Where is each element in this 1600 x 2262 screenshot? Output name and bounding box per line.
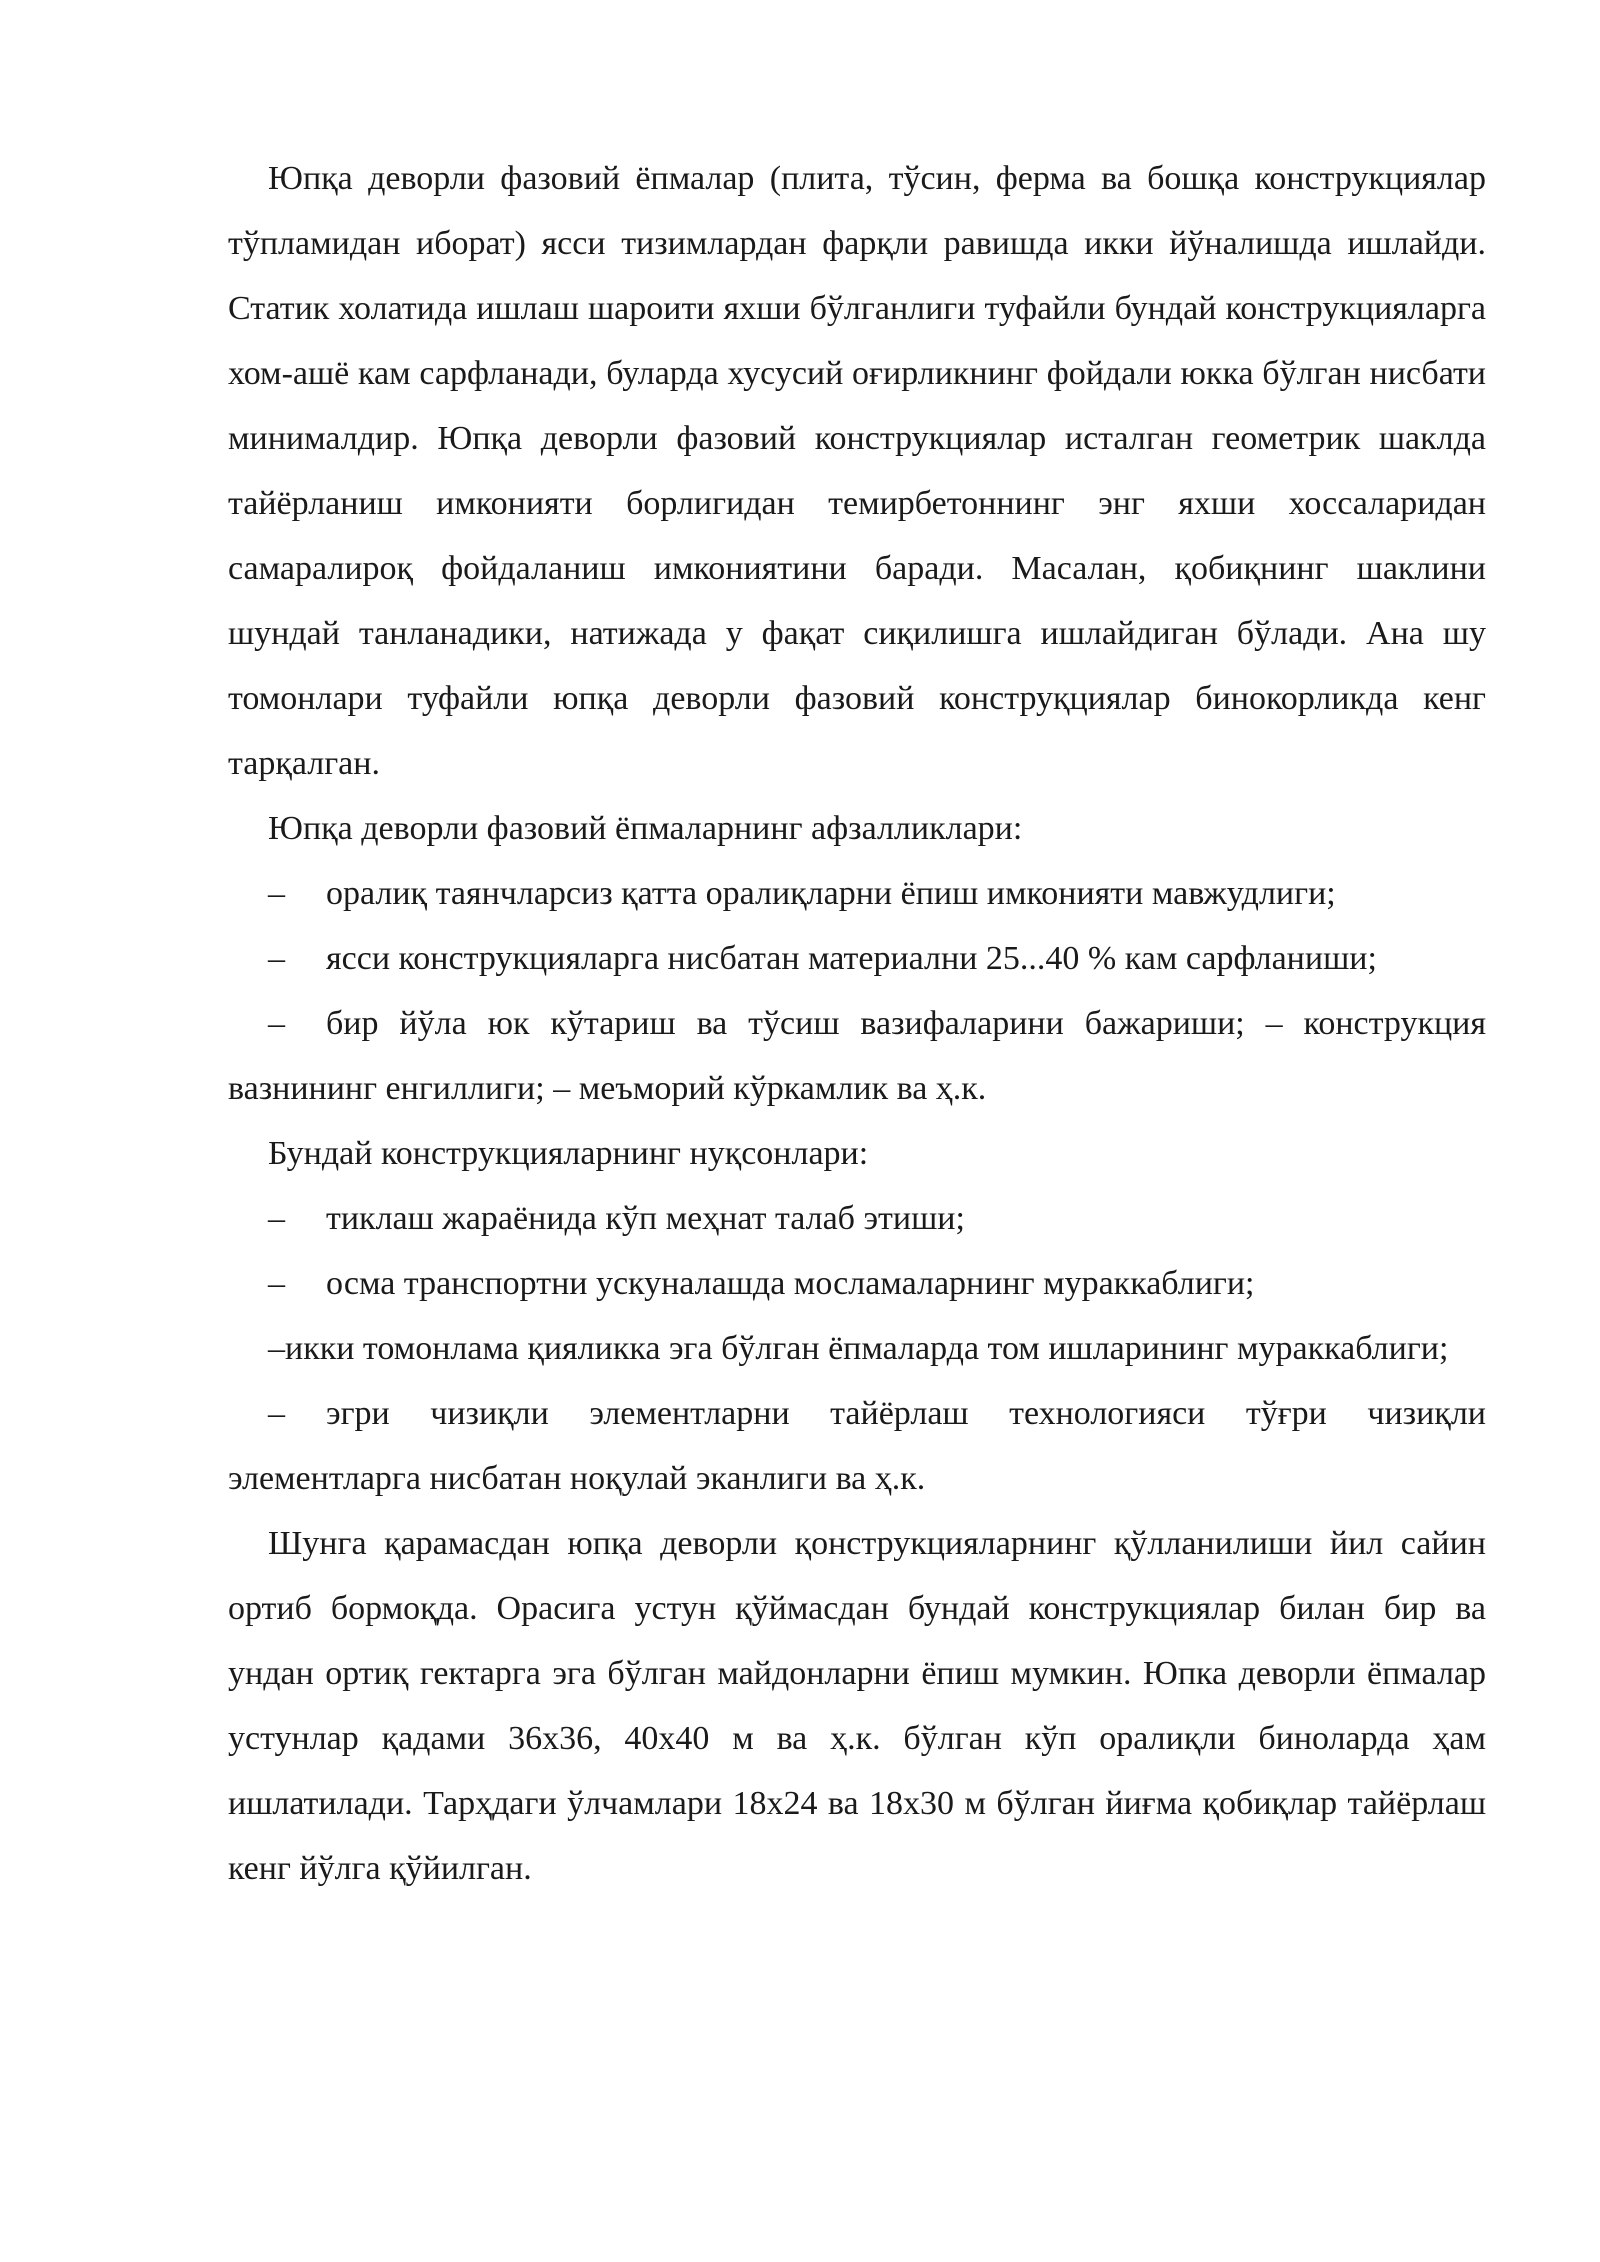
bullet-dash: – (268, 1395, 285, 1432)
paragraph-conclusion: Шунга қарамасдан юпқа деворли қонструкцияларнинг қўлланилиши йил сайин ортиб бормоқда. Орасига устун қўймасдан бундай конструкциялар билан бир ва ундан ортиқ гектарга эга бўлган майдонларни ёпиш мумкин. Юпка деворли ёпмалар устунлар қадами 36х36, 40х40 м ва ҳ.к. бўлган кўп оралиқли биноларда ҳам ишлатилади. Тарҳдаги ўлчамлари 18х24 ва 18х30 м бўлган йиғма қобиқлар тайёрлаш кенг йўлга қўйилган. (228, 1525, 1486, 1887)
paragraph-advantages-heading: Юпқа деворли фазовий ёпмаларнинг афзалликлари: (268, 810, 1023, 847)
list-item-text: осма транспортни ускуналашда мосламаларнинг мураккаблиги; (326, 1265, 1255, 1302)
list-item-text: тиклаш жараёнида кўп меҳнат талаб этиши; (326, 1200, 965, 1237)
paragraph-intro: Юпқа деворли фазовий ёпмалар (плита, тўсин, ферма ва бошқа конструкциялар тўпламидан иборат) ясси тизимлардан фарқли равишда икки йўналишда ишлайди. Статик холатида ишлаш шароити яхши бўлганлиги туфайли бундай конструкцияларга хом-ашё кам сарфланади, буларда хусусий оғирликнинг фойдали юкка бўлган нисбати минималдир. Юпқа деворли фазовий конструкциялар исталган геометрик шаклда тайёрланиш имконияти борлигидан темирбетоннинг энг яхши хоссаларидан самаралироқ фойдаланиш имкониятини баради. Масалан, қобиқнинг шаклини шундай танланадики, натижада у фақат сиқилишга ишлайдиган бўлади. Ана шу томонлари туфайли юпқа деворли фазовий конструқциялар бинокорликда кенг тарқалган. (228, 160, 1486, 782)
list-item-text: ясси конструкцияларга нисбатан материални 25...40 % кам сарфланиши; (326, 940, 1377, 977)
bullet-dash: – (268, 1265, 285, 1302)
paragraph-disadvantages-heading: Бундай конструкцияларнинг нуқсонлари: (268, 1135, 869, 1172)
list-item (228, 1186, 1486, 1251)
list-item-text: оралиқ таянчларсиз қатта оралиқларни ёпиш имконияти мавжудлиги; (326, 875, 1336, 912)
list-item (228, 991, 1486, 1121)
bullet-dash: – (268, 1005, 285, 1042)
list-item (228, 1381, 1486, 1511)
list-item (228, 926, 1486, 991)
list-item (228, 861, 1486, 926)
list-item (228, 1251, 1486, 1316)
bullet-dash: – (268, 1200, 285, 1237)
bullet-dash: – (268, 875, 285, 912)
list-item-text: бир йўла юк кўтариш ва тўсиш вазифаларини бажариши; – конструкция вазнининг енгиллиги; – меъморий кўркамлик ва ҳ.к. (228, 1005, 1486, 1107)
bullet-dash: – (268, 940, 285, 977)
list-item-text: эгри чизиқли элементларни тайёрлаш технологияси тўғри чизиқли элементларга нисбатан ноқулай эканлиги ва ҳ.к. (228, 1395, 1486, 1497)
list-item: –икки томонлама қияликка эга бўлган ёпмаларда том ишларининг мураккаблиги; (268, 1330, 1449, 1367)
document-page (228, 146, 1486, 1901)
